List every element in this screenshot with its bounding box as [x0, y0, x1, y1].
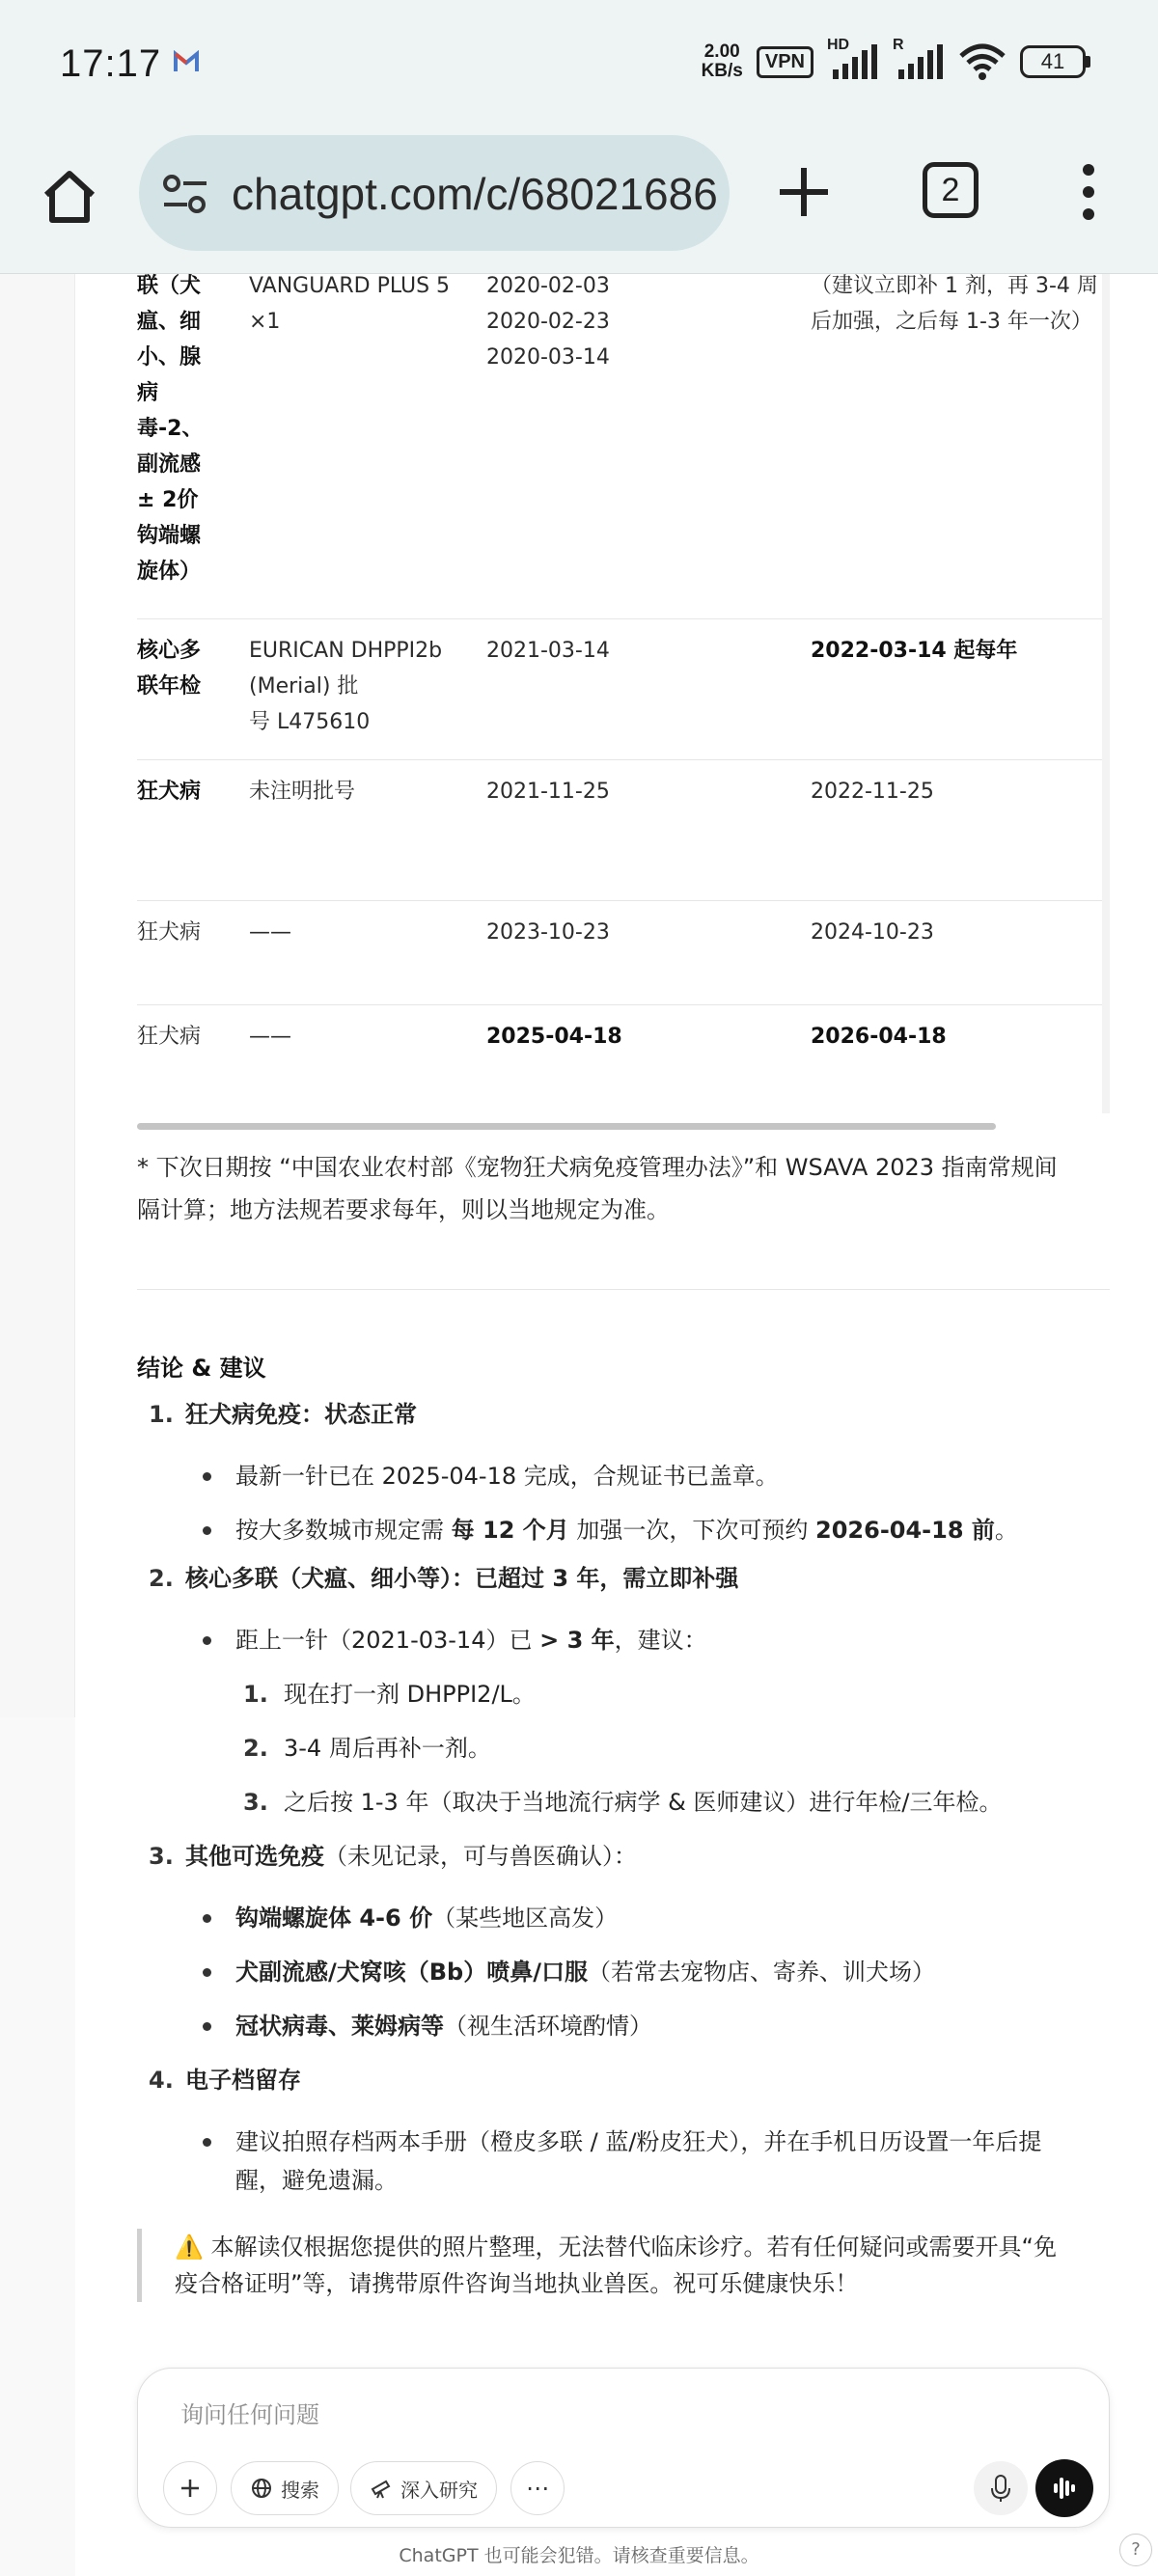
- plus-icon: [179, 2477, 202, 2500]
- net-speed: [702, 42, 743, 81]
- sub-list-item: 之后按 1-3 年（取决于当地流行病学 & 医师建议）进行年检/三年检。: [284, 1789, 1003, 1816]
- text-bold: 2026-04-18 前: [815, 1517, 995, 1544]
- help-button[interactable]: ?: [1119, 2534, 1152, 2566]
- text-span: ，建议：: [614, 1627, 707, 1654]
- net-speed-value: 2.00: [703, 41, 740, 62]
- text-span: 按大多数城市规定需: [235, 1517, 452, 1544]
- cell-line: 2023-10-23: [486, 920, 610, 945]
- site-settings-icon[interactable]: [162, 174, 208, 214]
- next-date-cell: [811, 268, 1110, 340]
- cell-line: 2021-11-25: [486, 780, 610, 804]
- cell-line: 2026-04-18: [811, 1025, 947, 1049]
- prompt-input[interactable]: 询问任何问题: [180, 2401, 319, 2428]
- vaccine-name-cell: [137, 633, 234, 704]
- date-cell: [486, 915, 776, 950]
- date-cell: [486, 774, 776, 809]
- cell-line: ± 2价: [137, 488, 199, 512]
- table-row: [137, 274, 1110, 619]
- list-item: [235, 1621, 707, 1659]
- net-speed-unit: KB/s: [701, 61, 743, 81]
- status-icons: [701, 37, 1090, 81]
- cell-line: VANGUARD PLUS 5: [249, 274, 451, 298]
- warning-line: 疫合格证明”等，请携带原件咨询当地执业兽医。祝可乐健康快乐！: [175, 2270, 859, 2297]
- disclaimer-text: ChatGPT 也可能会犯错。请核查重要信息。: [399, 2545, 759, 2566]
- table-row: [137, 901, 1110, 1005]
- sub-list-number: 3.: [243, 1789, 268, 1816]
- cell-line: 联（犬: [137, 274, 202, 298]
- cell-line: 狂犬病: [137, 1025, 202, 1049]
- text-bold: > 3 年: [539, 1627, 615, 1654]
- voice-mode-button[interactable]: [1035, 2459, 1093, 2517]
- text-line: 建议拍照存档两本手册（橙皮多联 / 蓝/粉皮狂犬），并在手机日历设置一年后提: [235, 2128, 1042, 2155]
- text-span: 距上一针（2021-03-14）已: [235, 1627, 540, 1654]
- bullet-dot: [203, 1914, 211, 1923]
- warning-line: ⚠️ 本解读仅根据您提供的照片整理，无法替代临床诊疗。若有任何疑问或需要开具“免: [175, 2233, 1057, 2261]
- text-span: （视生活环境酌情）: [444, 2013, 652, 2040]
- bullet-dot: [203, 2138, 211, 2147]
- warning-blockquote: [137, 2229, 1110, 2302]
- text-bold: 其他可选免疫: [185, 1843, 324, 1870]
- address-bar[interactable]: [139, 135, 730, 251]
- sub-list-number: 2.: [243, 1735, 268, 1762]
- table-row: [137, 1005, 1110, 1110]
- url-text: chatgpt.com/c/68021686: [232, 169, 718, 219]
- product-cell: [249, 268, 461, 340]
- cell-line: 号 L475610: [249, 710, 371, 734]
- list-number: 1.: [149, 1401, 174, 1428]
- cell-line: ——: [249, 1025, 291, 1049]
- sub-list-number: 1.: [243, 1681, 268, 1708]
- next-date-cell: [811, 633, 1110, 669]
- cell-line: 2020-03-14: [486, 345, 610, 370]
- cell-line: 联年检: [137, 674, 202, 699]
- section-divider: [137, 1289, 1110, 1290]
- cell-line: 毒-2、: [137, 417, 204, 441]
- cell-line: 后加强，之后每 1-3 年一次）: [811, 310, 1092, 334]
- product-cell: [249, 1019, 461, 1055]
- search-label: 搜索: [281, 2478, 319, 2502]
- attach-button[interactable]: [163, 2461, 217, 2515]
- product-cell: [249, 633, 461, 740]
- vaccine-name-cell: [137, 268, 234, 589]
- research-label: 深入研究: [400, 2478, 478, 2502]
- text-bold: 每 12 个月: [451, 1517, 569, 1544]
- table-row: [137, 760, 1110, 901]
- message-composer: [137, 2368, 1110, 2528]
- text-span: 加强一次，下次可预约: [568, 1517, 816, 1544]
- text-bold: 冠状病毒、莱姆病等: [235, 2013, 444, 2040]
- more-tools-button[interactable]: ⋯: [510, 2461, 565, 2515]
- cell-line: 2025-04-18: [486, 1025, 622, 1049]
- cell-line: 狂犬病: [137, 920, 202, 945]
- cell-line: 钩端螺: [137, 524, 202, 548]
- cell-line: 2022-03-14 起每年: [811, 639, 1018, 663]
- bullet-dot: [203, 2022, 211, 2031]
- cell-line: 2022-11-25: [811, 780, 934, 804]
- signal-hd-label: HD: [827, 37, 850, 53]
- list-item: [235, 2007, 652, 2045]
- cell-line: (Merial) 批: [249, 674, 359, 699]
- signal-r-icon: [893, 37, 945, 81]
- vaccine-name-cell: [137, 1019, 234, 1055]
- signal-hd-icon: [827, 37, 879, 81]
- cell-line: ——: [249, 920, 291, 945]
- table-row: [137, 619, 1110, 760]
- status-bar: [0, 0, 1158, 131]
- footnote-line: 隔计算；地方法规若要求每年，则以当地规定为准。: [137, 1196, 670, 1223]
- microphone-icon: [974, 2461, 1028, 2515]
- cell-line: 2020-02-23: [486, 310, 610, 334]
- bullet-dot: [203, 1472, 211, 1481]
- cell-line: 旋体）: [137, 560, 202, 584]
- list-item-title: 核心多联（犬瘟、细小等）：已超过 3 年，需立即补强: [185, 1565, 739, 1592]
- cell-line: 狂犬病: [137, 780, 202, 804]
- text-bold: 钩端螺旋体 4-6 价: [235, 1905, 433, 1932]
- telescope-icon: [370, 2477, 393, 2500]
- next-date-cell: [811, 1019, 1110, 1055]
- date-cell: [486, 633, 776, 669]
- cell-line: ×1: [249, 310, 281, 334]
- home-icon[interactable]: [39, 166, 100, 228]
- sub-list-item: 3-4 周后再补一剂。: [284, 1735, 491, 1762]
- bullet-dot: [203, 1526, 211, 1535]
- cell-line: 小、腺: [137, 345, 202, 370]
- vaccine-name-cell: [137, 774, 234, 809]
- browser-toolbar: [0, 131, 1158, 274]
- cell-line: 2024-10-23: [811, 920, 934, 945]
- text-span: （未见记录，可与兽医确认）：: [324, 1843, 637, 1870]
- conclusion-heading: 结论 & 建议: [137, 1355, 266, 1382]
- sidebar-rail-lower: [0, 1717, 75, 2576]
- text-line: 醒，避免遗漏。: [235, 2167, 398, 2194]
- text-bold: 犬副流感/犬窝咳（Bb）喷鼻/口服: [235, 1959, 589, 1986]
- battery-level: 41: [1020, 45, 1086, 78]
- vaccine-name-cell: [137, 915, 234, 950]
- table-edge-fade: [1102, 274, 1110, 1113]
- dictate-button[interactable]: [974, 2461, 1028, 2515]
- list-item: [235, 1953, 935, 1991]
- cell-line: 瘟、细: [137, 310, 202, 334]
- cell-line: 未注明批号: [249, 780, 356, 804]
- globe-icon: [250, 2477, 273, 2500]
- list-item-title: [185, 1837, 637, 1876]
- date-cell: [486, 1019, 776, 1055]
- deep-research-button[interactable]: [350, 2461, 497, 2515]
- new-tab-icon[interactable]: [772, 160, 836, 224]
- bullet-dot: [203, 1968, 211, 1977]
- list-item: [235, 2123, 1041, 2200]
- list-item-title: 电子档留存: [185, 2067, 301, 2094]
- text-span: （若常去宠物店、寄养、训犬场）: [588, 1959, 936, 1986]
- overflow-menu-icon[interactable]: [1069, 160, 1108, 224]
- voice-waveform-icon: [1035, 2459, 1093, 2517]
- footnote-line: * 下次日期按 “中国农业农村部《宠物狂犬病免疫管理办法》”和 WSAVA 2023 指南常规间: [137, 1154, 1058, 1181]
- cell-line: EURICAN DHPPI2b: [249, 639, 443, 663]
- cell-line: 副流感: [137, 452, 202, 477]
- date-cell: [486, 268, 776, 375]
- wifi-icon: [958, 42, 1006, 81]
- text-span: （某些地区高发）: [432, 1905, 619, 1932]
- tab-switcher-button[interactable]: 2: [923, 162, 979, 218]
- cell-line: （建议立即补 1 剂，再 3-4 周: [811, 274, 1098, 298]
- list-item: [235, 1899, 618, 1937]
- bullet-dot: [203, 1636, 211, 1645]
- product-cell: [249, 915, 461, 950]
- next-date-cell: [811, 774, 1110, 809]
- cell-line: 病: [137, 381, 159, 405]
- list-item-title: 狂犬病免疫：状态正常: [185, 1401, 417, 1428]
- cell-line: 2021-03-14: [486, 639, 610, 663]
- table-footnote: [137, 1146, 1110, 1231]
- list-number: 2.: [149, 1565, 174, 1592]
- sub-list-item: 现在打一剂 DHPPI2/L。: [284, 1681, 536, 1708]
- cell-line: 2020-02-03: [486, 274, 610, 298]
- product-cell: [249, 774, 461, 809]
- list-item: 最新一针已在 2025-04-18 完成，合规证书已盖章。: [235, 1463, 779, 1490]
- table-horizontal-scrollbar[interactable]: [137, 1123, 996, 1130]
- gmail-icon: [174, 50, 199, 73]
- next-date-cell: [811, 915, 1110, 950]
- vpn-icon: VPN: [757, 46, 813, 78]
- status-time: 17:17: [60, 42, 162, 85]
- list-number: 4.: [149, 2067, 174, 2094]
- list-item: [235, 1511, 1018, 1549]
- signal-r-label: R: [893, 37, 904, 53]
- cell-line: 核心多: [137, 639, 202, 663]
- search-button[interactable]: [231, 2461, 339, 2515]
- sidebar-rail: [0, 274, 75, 1717]
- text-span: 。: [994, 1517, 1018, 1544]
- list-number: 3.: [149, 1843, 174, 1870]
- battery-icon: [1020, 45, 1090, 78]
